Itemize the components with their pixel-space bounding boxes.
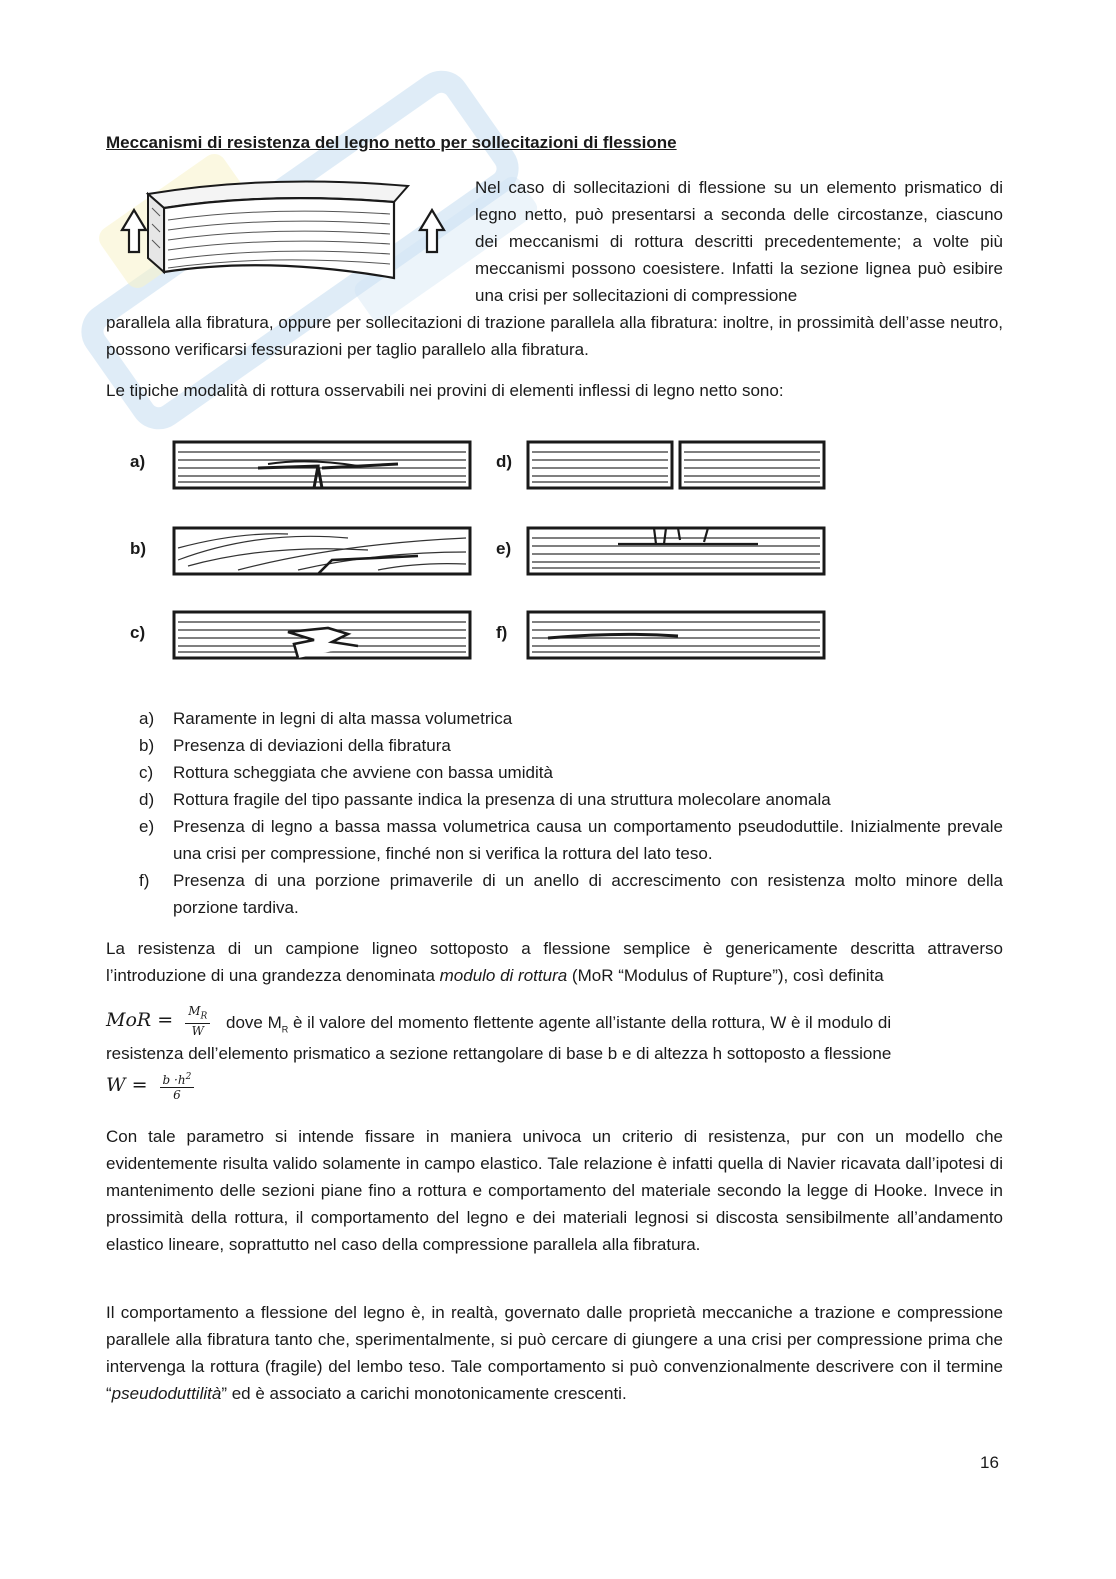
list-item-label: c) <box>139 763 154 782</box>
failure-modes-figure <box>118 420 848 690</box>
w-formula <box>106 1070 194 1102</box>
flexural-behavior-paragraph: Il comportamento a flessione del legno è, in realtà, governato dalle proprietà meccaniche a trazione e compressione parallele alla fibratura tanto che, sperimentalmente, si può cercare di giungere a una crisi per compressione prima che intervenga la rottura (fragile) del lembo teso. Tale comportamento si può convenzionalmente descrivere con il termine “pseudoduttilità” ed è associato a carichi monotonicamente crescenti. <box>106 1303 1003 1403</box>
mor-definition-line1: dove $M_R$ è il valore del momento flettente agente all’istante della rottura, W è il modulo di <box>226 1013 892 1035</box>
figure-label-a: a) <box>130 452 146 471</box>
failure-modes-intro: Le tipiche modalità di rottura osservabili nei provini di elementi inflessi di legno netto sono: <box>106 381 784 400</box>
list-item-text: Rottura fragile del tipo passante indica la presenza di una struttura molecolare anomala <box>173 790 831 809</box>
figure-label-d: d) <box>496 452 513 471</box>
list-item-text: Raramente in legni di alta massa volumetrica <box>173 709 513 728</box>
figure-label-e: e) <box>496 539 512 558</box>
list-item <box>106 732 1003 759</box>
list-item-label: f) <box>139 871 150 890</box>
list-item <box>106 705 1003 732</box>
list-item-text: Presenza di legno a bassa massa volumetrica causa un comportamento pseudoduttile. Inizialmente prevale una crisi per compressione, finché non si verifica la rottura del lato teso. <box>173 817 1003 863</box>
list-item <box>106 867 1003 921</box>
mor-term: modulo di rottura <box>439 966 568 985</box>
mor-fraction: $\frac{M_R}{W}$ <box>185 1004 210 1038</box>
w-fraction: $\frac{b \cdot h^2}{6}$ <box>160 1070 195 1102</box>
pseudoductility-term: pseudoduttilità <box>111 1384 222 1403</box>
figure-label-c: c) <box>130 623 146 642</box>
parameter-paragraph: Con tale parametro si intende fissare in maniera univoca un criterio di resistenza, pur con un modello che evidentemente risulta valido solamente in campo elastico. Tale relazione è infatti quella di Navier ricavata dall’ipotesi di mantenimento delle sezioni piane fino a rottura e comportamento del materiale secondo la legge di Hooke. Invece in prossimità della rottura, il comportamento del legno e dei materiali legnosi si discosta sensibilmente all’andamento elastico lineare, soprattutto nel caso della compressione parallela alla fibratura. <box>106 1127 1003 1254</box>
mor-paragraph: La resistenza di un campione ligneo sottoposto a flessione semplice è genericamente descritta attraverso l’introduzione di una grandezza denominata modulo di rottura (MoR “Modulus of Rupture”), così definita <box>106 939 1003 985</box>
figure-label-f: f) <box>496 623 508 642</box>
mor-formula-lhs: MoR = <box>106 1009 174 1032</box>
intro-paragraph: Nel caso di sollecitazioni di flessione su un elemento prismatico di legno netto, può presentarsi a seconda delle circostanze, ciascuno dei meccanismi di rottura descritti precedentemente; a volte più meccanismi possono coesistere. Infatti la sezione lignea può esibire una crisi per sollecitazioni di compressione <box>475 178 1003 305</box>
list-item-label: b) <box>139 736 155 755</box>
failure-modes-list <box>106 705 1003 921</box>
mor-formula <box>106 1004 210 1038</box>
page-number: 16 <box>980 1453 999 1472</box>
list-item-text: Presenza di una porzione primaverile di un anello di accrescimento con resistenza molto minore della porzione tardiva. <box>173 871 1003 917</box>
list-item-text: Presenza di deviazioni della fibratura <box>173 736 451 755</box>
list-item-label: a) <box>139 709 155 728</box>
bending-beam-figure <box>108 168 474 288</box>
list-item <box>106 786 1003 813</box>
list-item-label: d) <box>139 790 155 809</box>
list-item <box>106 813 1003 867</box>
figure-label-b: b) <box>130 539 147 558</box>
section-title: Meccanismi di resistenza del legno netto per sollecitazioni di flessione <box>106 133 677 152</box>
list-item-label: e) <box>139 817 155 836</box>
w-formula-lhs: W = <box>106 1074 148 1096</box>
intro-paragraph-continued: parallela alla fibratura, oppure per sollecitazioni di trazione parallela alla fibratura: inoltre, in prossimità dell’asse neutro, possono verificarsi fessurazioni per taglio parallelo alla fibratura. <box>106 313 1003 359</box>
list-item-text: Rottura scheggiata che avviene con bassa umidità <box>173 763 553 782</box>
list-item <box>106 759 1003 786</box>
mor-definition-line2: resistenza dell’elemento prismatico a sezione rettangolare di base b e di altezza h sottoposto a flessione <box>106 1044 892 1063</box>
